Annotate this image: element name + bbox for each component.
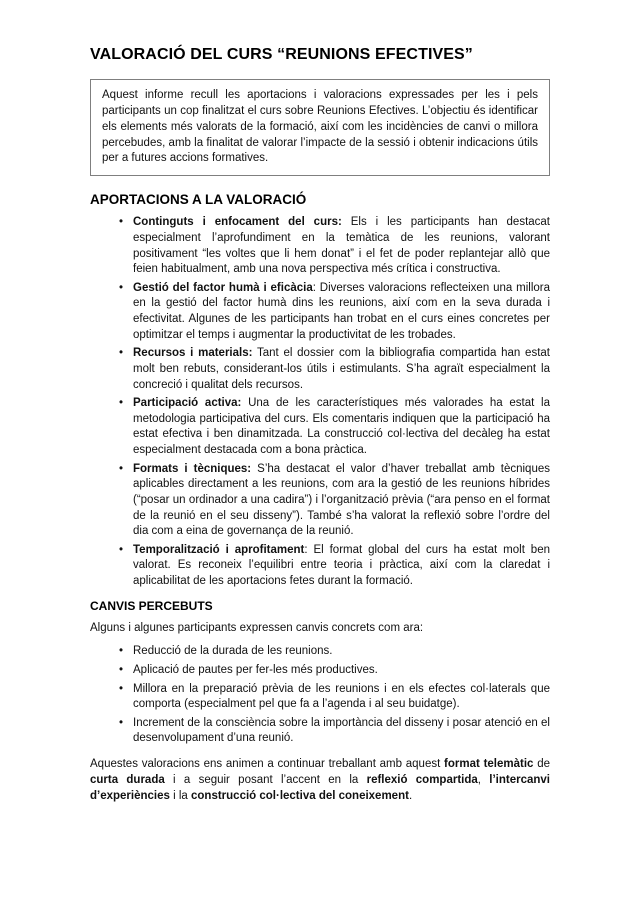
canvis-item-millora: • Millora en la preparació prèvia de les reunions i en els efectes col·laterals que comporta (especialment pel que fa a l’agenda i al seu buidatge).: [90, 682, 550, 713]
list-item-text: Tant el dossier com la bibliografia compartida han estat molt ben rebuts, considerant-los útils i estimulants. S’ha agraït especialment la concreció i qualitat dels recursos.: [133, 347, 550, 391]
list-item-text: S’ha destacat el valor d’haver treballat amb tècniques aplicables directament a les reunions, com ara la gestió de les reunions híbrides (“posar un ordinador a una cadira”) i l’organització prèvia (“ara penso en el format de la reunió en el seu disseny”). També s’ha valorat la reflexió sobre l’ordre del dia com a eina de governança de la reunió.: [133, 462, 550, 538]
section-heading-aportacions: APORTACIONS A LA VALORACIÓ: [90, 192, 307, 208]
intro-box: [90, 79, 550, 176]
list-item-text: Els i les participants han destacat especialment l’aprofundiment en la temàtica de les reunions, valorant positivament “les voltes que li hem donat” i el fet de poder replantejar allò que feien habitualment, amb una nova perspectiva més crítica i constructiva.: [133, 216, 550, 276]
list-item-gestio: [90, 281, 550, 344]
document-title: VALORACIÓ DEL CURS “REUNIONS EFECTIVES”: [90, 46, 473, 63]
list-item-formats: [90, 462, 550, 540]
canvis-item-reduccio: • Reducció de la durada de les reunions.: [90, 644, 550, 660]
list-item-temporalitzacio: [90, 543, 550, 590]
list-item-continguts: [90, 215, 550, 278]
canvis-item-increment: • Increment de la consciència sobre la importància del disseny i posar atenció en el desenvolupament d’una reunió.: [90, 716, 550, 747]
list-item-lead: Gestió del factor humà i eficàcia: [133, 281, 313, 294]
closing-paragraph: Aquestes valoracions ens animen a continuar treballant amb aquest format telemàtic de curta durada i a seguir posant l’accent en la reflexió compartida, l’intercanvi d’experiències i la construcció col·lectiva del coneixement.: [90, 758, 550, 802]
canvis-item-aplicacio: • Aplicació de pautes per fer-les més productives.: [90, 663, 550, 679]
list-item-participacio: [90, 396, 550, 459]
intro-text: Aquest informe recull les aportacions i valoracions expressades per les i pels participants un cop finalitzat el curs sobre Reunions Efectives. L’objectiu és identificar els elements més valorats de la formació, així com les incidències de canvi o millora percebudes, amb la finalitat de valorar l’impacte de la sessió i obtenir indicacions útils per a futures accions formatives.: [102, 89, 538, 165]
canvis-list: [90, 644, 550, 747]
canvis-lead: Alguns i algunes participants expressen canvis concrets com ara:: [90, 621, 424, 634]
valoracio-list: [90, 215, 550, 589]
list-item-text: Una de les característiques més valorades ha estat la metodologia participativa del curs. Els comentaris indiquen que la participació ha estat efectiva i ben dinamitzada. La construcció col·lectiva del decàleg ha estat especialment destacada com a bona pràctica.: [133, 397, 551, 457]
section-heading-canvis: CANVIS PERCEBUTS: [90, 598, 213, 613]
list-item-recursos: [90, 346, 550, 393]
list-item-lead: Recursos i materials:: [133, 347, 253, 360]
list-item-text: : El format global del curs ha estat molt ben valorat. Es reconeix l’equilibri entre teoria i pràctica, així com la claredat i aplicabilitat de les aportacions fetes durant la formació.: [133, 543, 550, 588]
list-item-lead: Continguts i enfocament del curs:: [133, 216, 342, 229]
list-item-lead: Temporalització i aprofitament: [133, 543, 305, 556]
list-item-lead: Participació activa:: [133, 397, 242, 410]
list-item-lead: Formats i tècniques:: [133, 462, 252, 475]
list-item-text: : Diverses valoracions reflecteixen una millora en la gestió del factor humà dins les reunions, així com en la seva durada i efectivitat. Algunes de les participants han trobat en el curs eines concretes per optimitzar el temps i augmentar la productivitat de les trobades.: [133, 281, 550, 341]
